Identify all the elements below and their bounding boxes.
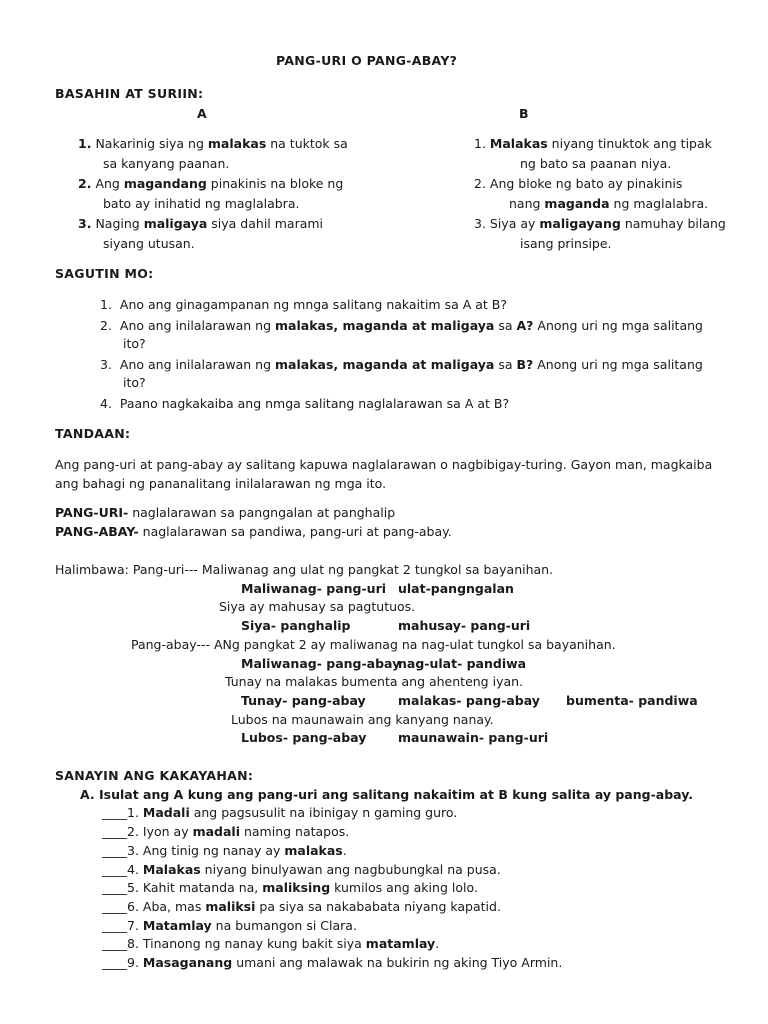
question-2: 2. Ano ang inilalarawan ng malakas, maganda at maligaya sa A? Anong uri ng mga salitang xyxy=(100,318,703,333)
example-4-word-c: bumenta- pandiwa xyxy=(566,693,698,708)
column-a-label: A xyxy=(197,106,207,121)
column-b-label: B xyxy=(519,106,529,121)
example-5-word-a: Lubos- pang-abay xyxy=(241,730,367,745)
tandaan-paragraph-line-1: Ang pang-uri at pang-abay ay salitang kapuwa naglalarawan o nagbibigay-turing. Gayon man, magkaiba xyxy=(55,457,713,472)
column-b-item-1: 1. Malakas niyang tinuktok ang tipak xyxy=(474,136,712,151)
column-b-item-2-line-2: nang maganda ng maglalabra. xyxy=(509,196,709,211)
column-a-item-1-line-2: sa kanyang paanan. xyxy=(103,156,230,171)
answer-blank[interactable]: ____ xyxy=(102,824,127,839)
example-line-4: Tunay na malakas bumenta ang ahenteng iyan. xyxy=(225,674,524,689)
exercise-item-9: ____9. Masaganang umani ang malawak na bukirin ng aking Tiyo Armin. xyxy=(102,955,563,970)
exercise-item-5: ____5. Kahit matanda na, maliksing kumilos ang aking lolo. xyxy=(102,880,478,895)
example-2-word-a: Siya- panghalip xyxy=(241,618,351,633)
section-heading-tandaan: TANDAAN: xyxy=(55,426,131,441)
example-4-word-a: Tunay- pang-abay xyxy=(241,693,366,708)
answer-blank[interactable]: ____ xyxy=(102,955,127,970)
column-a-item-1: 1. Nakarinig siya ng malakas na tuktok sa xyxy=(78,136,348,151)
question-3-line-2: ito? xyxy=(123,375,146,390)
exercise-item-8: ____8. Tinanong ng nanay kung bakit siya matamlay. xyxy=(102,936,440,951)
page-title: PANG-URI O PANG-ABAY? xyxy=(276,53,458,68)
answer-blank[interactable]: ____ xyxy=(102,880,127,895)
column-a-item-3-line-2: siyang utusan. xyxy=(103,236,195,251)
answer-blank[interactable]: ____ xyxy=(102,843,127,858)
column-b-item-1-line-2: ng bato sa paanan niya. xyxy=(520,156,672,171)
example-5-word-b: maunawain- pang-uri xyxy=(398,730,549,745)
answer-blank[interactable]: ____ xyxy=(102,805,127,820)
answer-blank[interactable]: ____ xyxy=(102,918,127,933)
question-2-line-2: ito? xyxy=(123,336,146,351)
exercise-item-2: ____2. Iyon ay madali naming natapos. xyxy=(102,824,350,839)
example-1-word-a: Maliwanag- pang-uri xyxy=(241,581,387,596)
exercise-item-4: ____4. Malakas niyang binulyawan ang nagbubungkal na pusa. xyxy=(102,862,501,877)
question-4: 4. Paano nagkakaiba ang nmga salitang naglalarawan sa A at B? xyxy=(100,396,510,411)
example-4-word-b: malakas- pang-abay xyxy=(398,693,540,708)
column-a-item-2-line-2: bato ay inihatid ng maglalabra. xyxy=(103,196,300,211)
tandaan-paragraph-line-2: ang bahagi ng pananalitang inilalarawan ng mga ito. xyxy=(55,476,387,491)
definition-pang-uri: PANG-URI- naglalarawan sa pangngalan at panghalip xyxy=(55,505,396,520)
exercise-instruction: A. Isulat ang A kung ang pang-uri ang salitang nakaitim at B kung salita ay pang-abay. xyxy=(80,787,693,802)
column-b-item-3: 3. Siya ay maligayang namuhay bilang xyxy=(474,216,726,231)
example-3-word-b: nag-ulat- pandiwa xyxy=(398,656,527,671)
question-3: 3. Ano ang inilalarawan ng malakas, maganda at maligaya sa B? Anong uri ng mga salitang xyxy=(100,357,703,372)
exercise-item-3: ____3. Ang tinig ng nanay ay malakas. xyxy=(102,843,347,858)
section-heading-sanayin: SANAYIN ANG KAKAYAHAN: xyxy=(55,768,254,783)
answer-blank[interactable]: ____ xyxy=(102,862,127,877)
answer-blank[interactable]: ____ xyxy=(102,936,127,951)
definition-pang-abay: PANG-ABAY- naglalarawan sa pandiwa, pang-uri at pang-abay. xyxy=(55,524,452,539)
exercise-item-7: ____7. Matamlay na bumangon si Clara. xyxy=(102,918,357,933)
exercise-item-6: ____6. Aba, mas maliksi pa siya sa nakababata niyang kapatid. xyxy=(102,899,501,914)
column-a-item-2: 2. Ang magandang pinakinis na bloke ng xyxy=(78,176,344,191)
column-b-item-2: 2. Ang bloke ng bato ay pinakinis xyxy=(474,176,683,191)
section-heading-basahin: BASAHIN AT SURIIN: xyxy=(55,86,204,101)
example-1-word-b: ulat-pangngalan xyxy=(398,581,514,596)
column-b-item-3-line-2: isang prinsipe. xyxy=(520,236,612,251)
exercise-item-1: ____1. Madali ang pagsusulit na ibinigay n gaming guro. xyxy=(102,805,458,820)
example-3-word-a: Maliwanag- pang-abay xyxy=(241,656,401,671)
column-a-item-3: 3. Naging maligaya siya dahil marami xyxy=(78,216,324,231)
answer-blank[interactable]: ____ xyxy=(102,899,127,914)
example-line-2: Siya ay mahusay sa pagtutuos. xyxy=(219,599,416,614)
example-line-3: Pang-abay--- ANg pangkat 2 ay maliwanag na nag-ulat tungkol sa bayanihan. xyxy=(131,637,616,652)
section-heading-sagutin: SAGUTIN MO: xyxy=(55,266,154,281)
question-1: 1. Ano ang ginagampanan ng mnga salitang nakaitim sa A at B? xyxy=(100,297,507,312)
example-line-1: Halimbawa: Pang-uri--- Maliwanag ang ulat ng pangkat 2 tungkol sa bayanihan. xyxy=(55,562,554,577)
example-line-5: Lubos na maunawain ang kanyang nanay. xyxy=(231,712,494,727)
example-2-word-b: mahusay- pang-uri xyxy=(398,618,531,633)
